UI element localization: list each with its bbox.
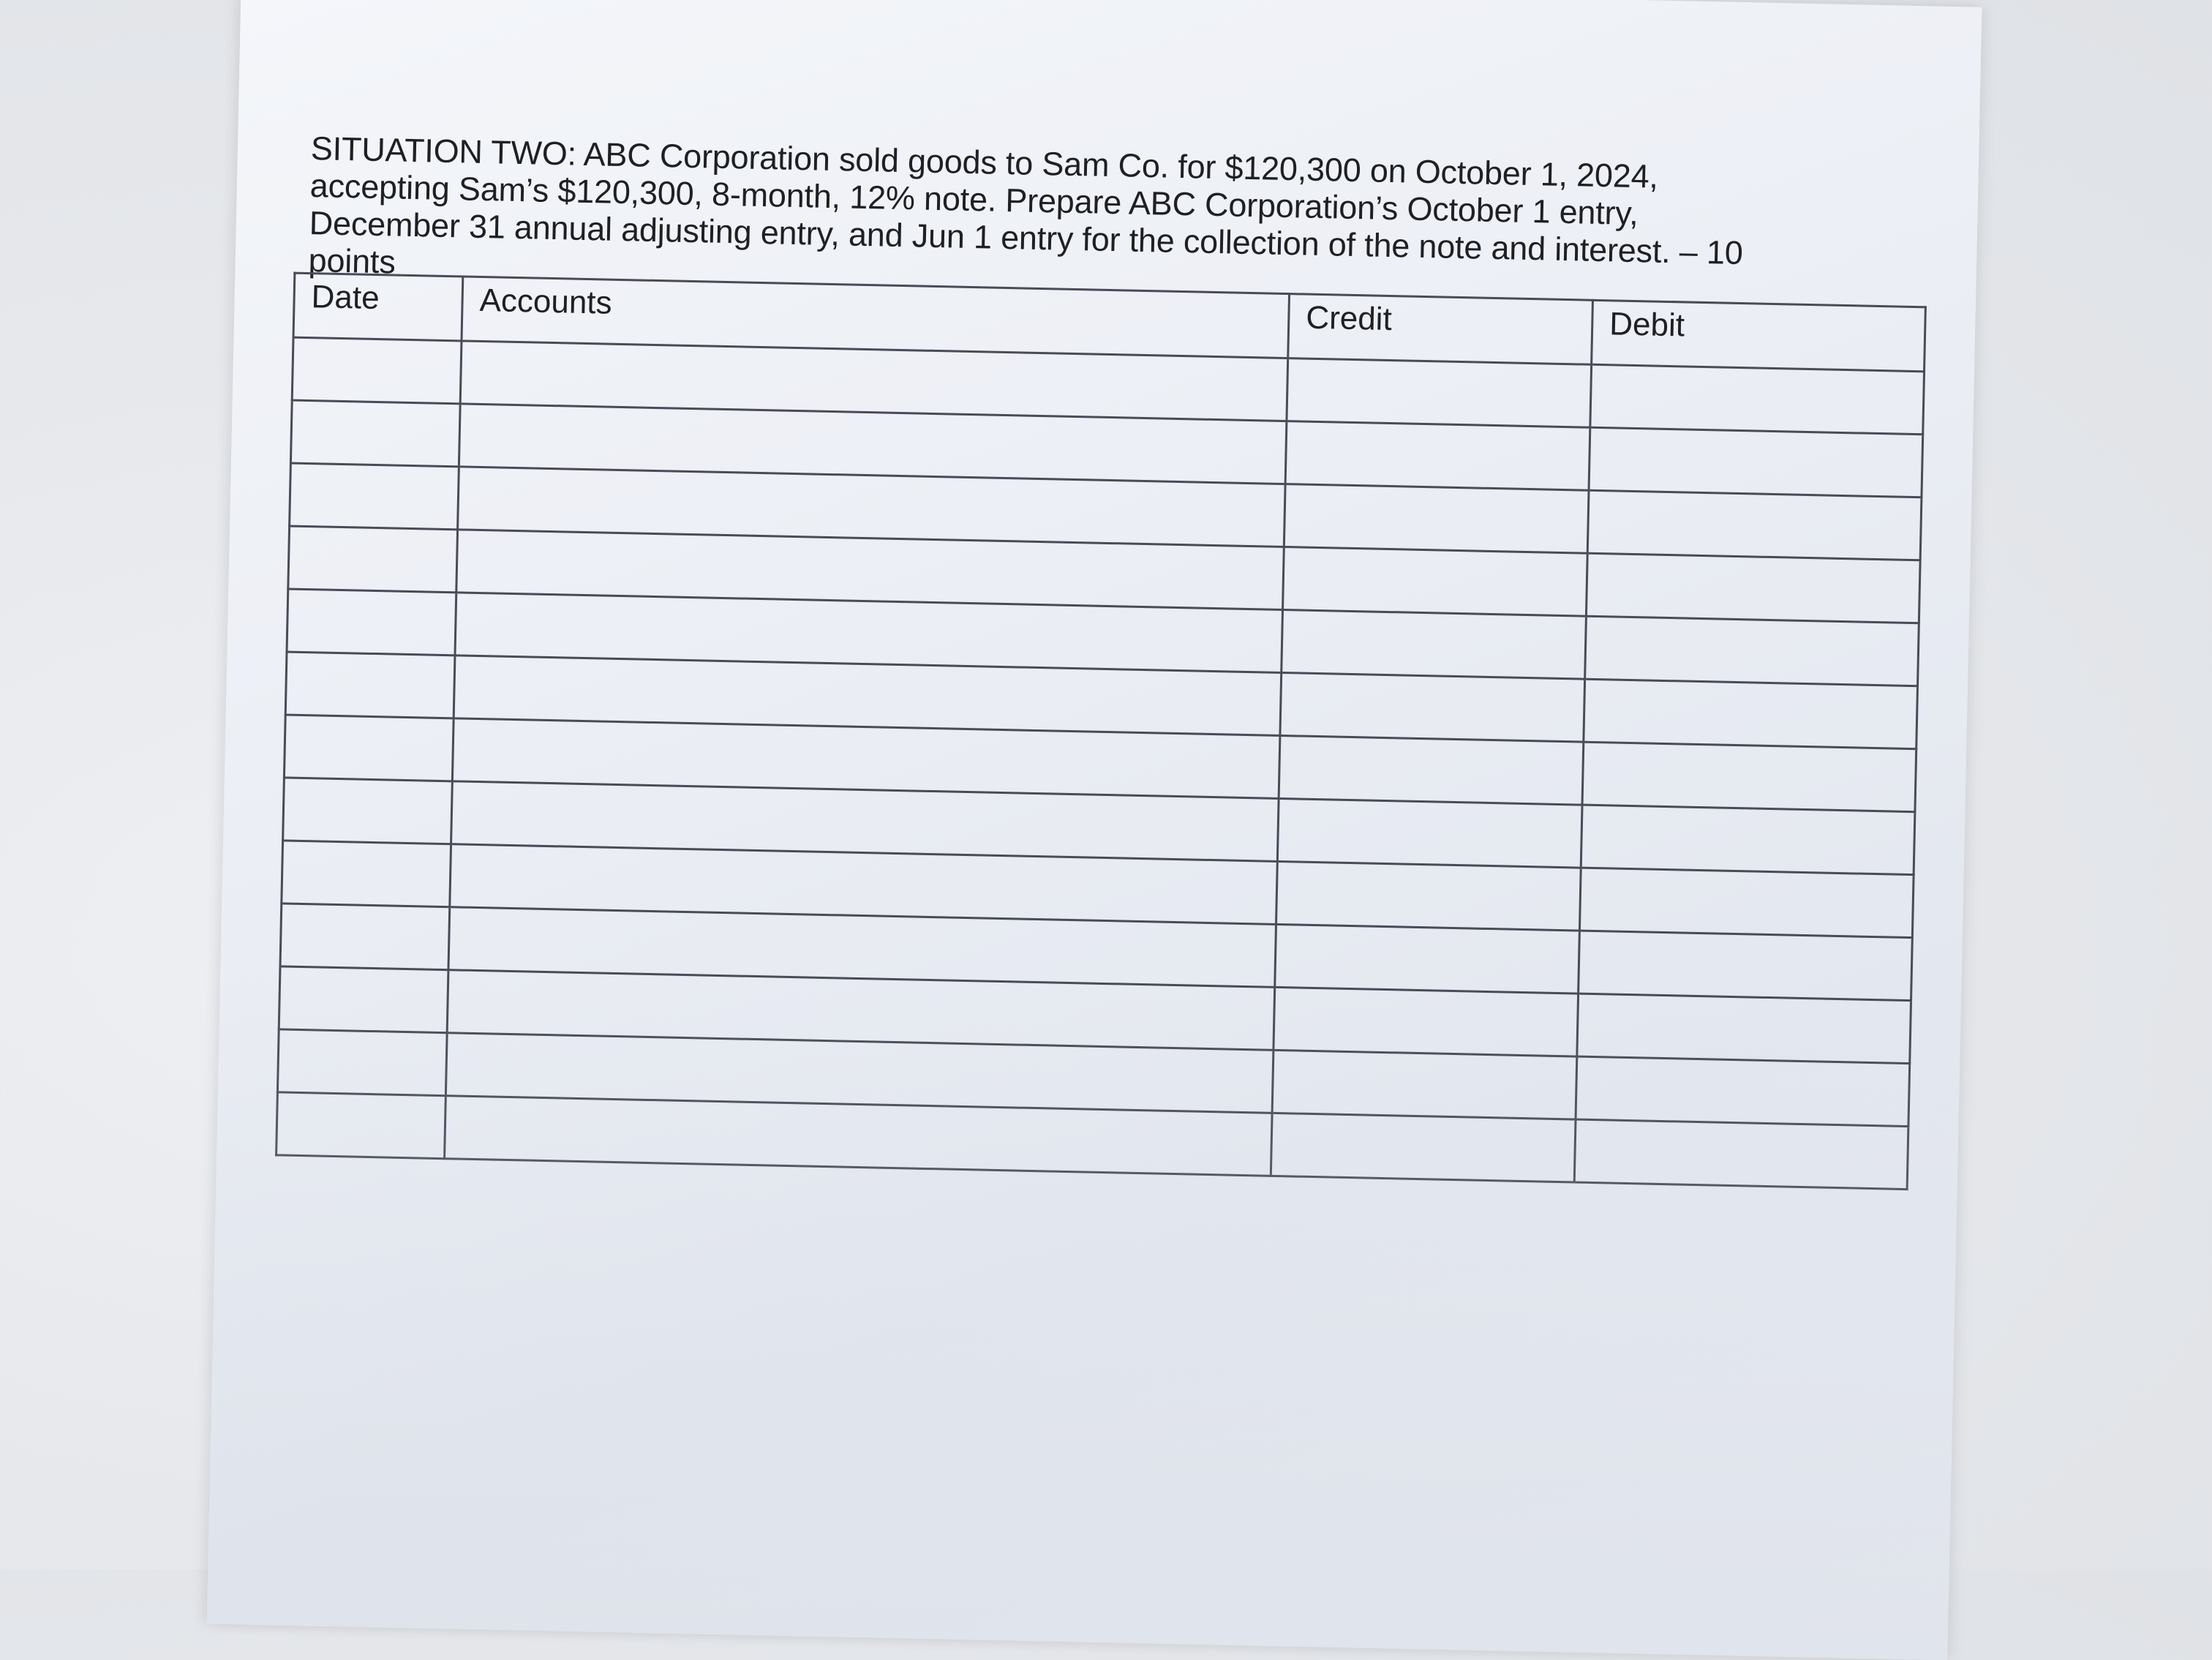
date-cell[interactable] [287,589,456,656]
date-cell[interactable] [290,400,460,467]
credit-cell[interactable] [1282,610,1587,680]
debit-cell[interactable] [1574,1119,1908,1190]
credit-cell[interactable] [1287,358,1592,428]
date-cell[interactable] [279,966,448,1033]
journal-entry-table [275,272,1927,1190]
credit-cell[interactable] [1274,987,1579,1056]
credit-cell[interactable] [1275,924,1580,994]
date-column-header: Date [293,273,463,341]
debit-cell[interactable] [1586,553,1920,623]
date-cell[interactable] [280,904,450,970]
date-cell[interactable] [276,1092,446,1159]
date-cell[interactable] [292,337,462,404]
credit-cell[interactable] [1277,798,1582,868]
debit-cell[interactable] [1590,364,1925,435]
credit-cell[interactable] [1284,484,1589,554]
debit-cell[interactable] [1589,427,1923,497]
debit-cell[interactable] [1585,616,1919,686]
date-cell[interactable] [290,463,459,530]
debit-cell[interactable] [1577,994,1911,1064]
accounts-column-header: Accounts [462,277,1290,358]
journal-table-body [276,337,1925,1189]
credit-cell[interactable] [1279,735,1584,805]
credit-cell[interactable] [1276,861,1581,931]
debit-cell[interactable] [1576,1056,1910,1127]
debit-cell[interactable] [1579,931,1913,1001]
credit-cell[interactable] [1271,1113,1576,1182]
date-cell[interactable] [277,1029,447,1096]
debit-cell[interactable] [1582,742,1916,812]
credit-column-header: Credit [1288,294,1593,365]
debit-column-header: Debit [1592,300,1926,372]
worksheet-paper [207,0,1982,1660]
date-cell[interactable] [285,652,455,718]
debit-cell[interactable] [1584,679,1918,749]
credit-cell[interactable] [1272,1050,1577,1119]
date-cell[interactable] [284,715,454,781]
problem-text: SITUATION TWO: ABC Corporation sold goods to Sam Co. for $120,300 on October 1, 2024, accepting Sam’s $120,300, 8-month, 12% note. Prepare ABC Corporation’s October 1 entry, December 31 annual adjusting entry, and Jun 1 entry for the collection of the note and interest. – 10 points [308,129,1744,281]
debit-cell[interactable] [1581,805,1915,875]
debit-cell[interactable] [1587,490,1922,560]
date-cell[interactable] [288,526,458,593]
debit-cell[interactable] [1579,868,1914,938]
date-cell[interactable] [283,778,453,844]
credit-cell[interactable] [1285,421,1590,491]
credit-cell[interactable] [1283,547,1588,617]
date-cell[interactable] [282,841,451,907]
credit-cell[interactable] [1280,672,1585,742]
